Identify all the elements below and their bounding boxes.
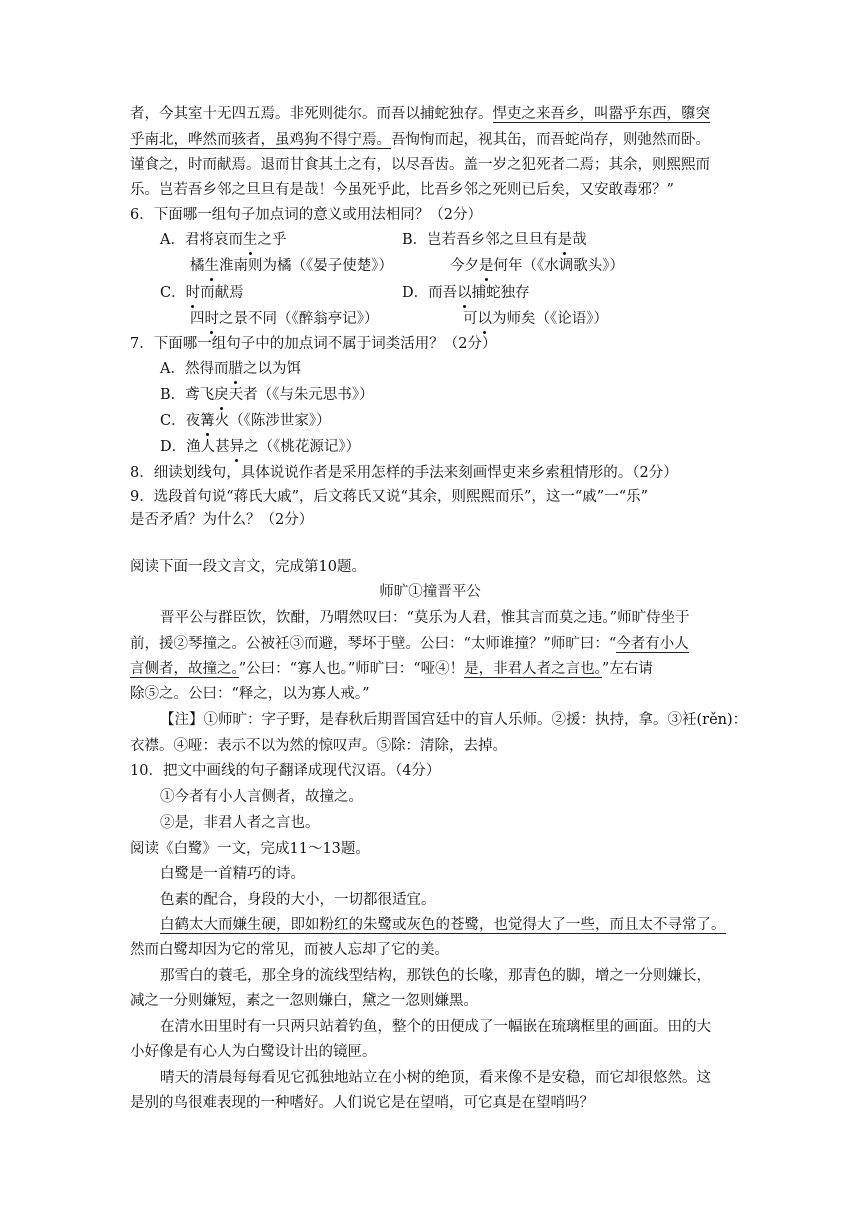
q6-option-c <box>160 282 244 304</box>
option-text: 天者（《与朱元思书》） <box>228 387 374 403</box>
essay-paragraph: 然而白鹭却因为它的常见，而被人忘却了它的美。 <box>130 942 449 958</box>
q6-option-b-line2 <box>450 255 624 277</box>
option-text: 可 <box>463 311 478 327</box>
question-7-stem: 7．下面哪一组句子中的加点词不属于词类活用？（2分） <box>130 336 497 352</box>
option-text: 之乎 <box>257 232 287 248</box>
passage-line <box>130 129 710 151</box>
question-8: 8．细读划线句，具体说说作者是采用怎样的手法来刻画悍吏来乡索租情形的。（2分） <box>130 465 678 481</box>
passage-text: ”左右请 <box>601 661 653 677</box>
underlined-sentence: 悍吏之来吾乡，叫嚣乎东西，隳突 <box>492 106 710 122</box>
q7-option-d <box>160 436 360 458</box>
dotted-word: 时 <box>205 308 220 330</box>
essay-paragraph: 色素的配合，身段的大小，一切都很适宜。 <box>160 892 436 908</box>
essay-paragraph: 白鹭是一首精巧的诗。 <box>160 866 305 882</box>
option-text: 淮南则为橘（《晏子使楚》） <box>219 258 393 274</box>
option-text: 火（《陈涉世家》） <box>214 413 331 429</box>
option-text: C． <box>160 285 186 301</box>
option-text: 捕蛇独存 <box>471 285 530 301</box>
passage-line: 晋平公与群臣饮，饮酣，乃喟然叹曰：“莫乐为人君，惟其言而莫之违。”师旷侍坐于 <box>160 610 690 626</box>
q7-option-c <box>160 410 331 432</box>
underlined-sentence: 白鹤太大而嫌生硬，即如粉红的朱鹭或灰色的苍鹭，也觉得大了一些，而且太不寻常了。 <box>160 917 726 933</box>
option-text: D．而吾 <box>402 285 458 301</box>
passage-line <box>130 633 689 655</box>
q6-option-a <box>160 229 286 251</box>
passage-line <box>130 103 710 125</box>
dotted-word: 时 <box>186 282 201 304</box>
passage-title: 师旷①撞晋平公 <box>379 584 481 600</box>
dotted-word: 戾 <box>214 384 229 406</box>
passage-text: ”公曰：“寡人也。”师旷曰：“哑④！ <box>238 661 465 677</box>
question-10-stem: 10．把文中画线的句子翻译成现代汉语。（4分） <box>130 763 441 779</box>
reading-instruction: 阅读《白鹭》一文，完成11～13题。 <box>130 841 370 857</box>
option-text: A．然得而 <box>160 361 229 377</box>
option-text: D．渔人甚 <box>160 439 230 455</box>
option-text: A．君将哀而 <box>160 232 243 248</box>
option-text: 四 <box>190 311 205 327</box>
essay-paragraph: 在清水田里时有一只两只站着钓鱼，整个的田便成了一幅嵌在琉璃框里的画面。田的大 <box>160 1019 711 1035</box>
annotation-note: 【注】①师旷：字子野，是春秋后期晋国宫廷中的盲人乐师。②援：执持，拿。③衽(rěn)： <box>160 712 748 728</box>
option-text: 何年（《水调歌头》） <box>493 258 624 274</box>
q10-sentence-2: ②是，非君人者之言也。 <box>160 815 320 831</box>
q7-option-a <box>160 358 301 380</box>
essay-paragraph: 是别的鸟很难表现的一种嗜好。人们说它是在望哨，可它真是在望哨吗？ <box>130 1095 594 1111</box>
passage-line <box>130 658 653 680</box>
underlined-sentence: 今者有小人 <box>616 636 689 652</box>
question-9-line1: 9．选段首句说“蒋氏大戚”，后文蒋氏又说“其余，则熙熙而乐”，这一“戚”一“乐” <box>130 489 649 505</box>
essay-paragraph: 晴天的清晨每每看见它孤独地站立在小树的绝顶，看来像不是安稳，而它却很悠然。这 <box>160 1070 711 1086</box>
essay-paragraph: 小好像是有心人为白鹭设计出的镜匣。 <box>130 1044 377 1060</box>
question-6-stem: 6．下面哪一组句子加点词的意义或用法相同？（2分） <box>130 207 482 223</box>
option-text: 之景不同（《醉翁亭记》） <box>219 311 379 327</box>
essay-paragraph: 那雪白的蓑毛，那全身的流线型结构，那铁色的长喙，那青色的脚，增之一分则嫌长， <box>160 968 711 984</box>
option-text: B．鸢飞 <box>160 387 215 403</box>
option-text: 之以为饵 <box>242 361 301 377</box>
underlined-sentence: 言侧者，故撞之。 <box>130 661 239 677</box>
dotted-word: 篝 <box>200 410 215 432</box>
option-text: 而献焉 <box>200 285 244 301</box>
option-text: B．岂若吾乡邻之旦旦有 <box>402 232 558 248</box>
q6-option-d-line2 <box>463 308 608 330</box>
passage-line: 谨食之，时而献焉。退而甘食其土之有，以尽吾齿。盖一岁之犯死者二焉；其余，则熙熙而 <box>130 157 710 173</box>
dotted-word: 以 <box>457 282 472 304</box>
option-text: 橘 <box>190 258 205 274</box>
option-text: C．夜 <box>160 413 201 429</box>
passage-text: 前，援②琴撞之。公被衽③而避，琴坏于壁。公曰：“太师谁撞？”师旷曰：“ <box>130 636 617 652</box>
underlined-sentence: 乎南北，哗然而骇者，虽鸡狗不得宁焉。 <box>130 132 391 148</box>
passage-text: 者，今其室十无四五焉。非死则徙尔。而吾以捕蛇独存。 <box>130 106 493 122</box>
reading-instruction: 阅读下面一段文言文，完成第10题。 <box>130 559 366 575</box>
passage-line: 除⑤之。公曰：“释之，以为寡人戒。” <box>130 686 370 702</box>
question-9-line2: 是否矛盾？为什么？（2分） <box>130 512 314 528</box>
q6-option-b <box>402 229 587 251</box>
q7-option-b <box>160 384 374 406</box>
dotted-word: 腊 <box>228 358 243 380</box>
passage-text: 吾恂恂而起，视其缶，而吾蛇尚存，则弛然而卧。 <box>391 132 710 148</box>
underlined-sentence: 是，非君人者之言也。 <box>464 661 602 677</box>
dotted-word: 是 <box>558 229 573 251</box>
q6-option-a-line2 <box>190 255 393 277</box>
option-text: 为师矣（《论语》） <box>492 311 608 327</box>
dotted-word: 以 <box>478 308 493 330</box>
dotted-word: 是 <box>479 255 494 277</box>
dotted-word: 异 <box>230 436 245 458</box>
option-text: 之（《桃花源记》） <box>244 439 361 455</box>
passage-line: 乐。岂若吾乡邻之旦旦有是哉！今虽死乎此，比吾乡邻之死则已后矣，又安敢毒邪？” <box>130 182 674 198</box>
dotted-word: 生 <box>243 229 258 251</box>
dotted-word: 生 <box>205 255 220 277</box>
annotation-note: 衣襟。④哑：表示不以为然的惊叹声。⑤除：清除，去掉。 <box>130 738 507 754</box>
essay-paragraph: 减之一分则嫌短，素之一忽则嫌白，黛之一忽则嫌黑。 <box>130 993 478 1009</box>
option-text: 哉 <box>572 232 587 248</box>
essay-paragraph <box>160 914 726 936</box>
q6-option-d <box>402 282 530 304</box>
q10-sentence-1: ①今者有小人言侧者，故撞之。 <box>160 789 363 805</box>
option-text: 今夕 <box>450 258 479 274</box>
q6-option-c-line2 <box>190 308 379 330</box>
